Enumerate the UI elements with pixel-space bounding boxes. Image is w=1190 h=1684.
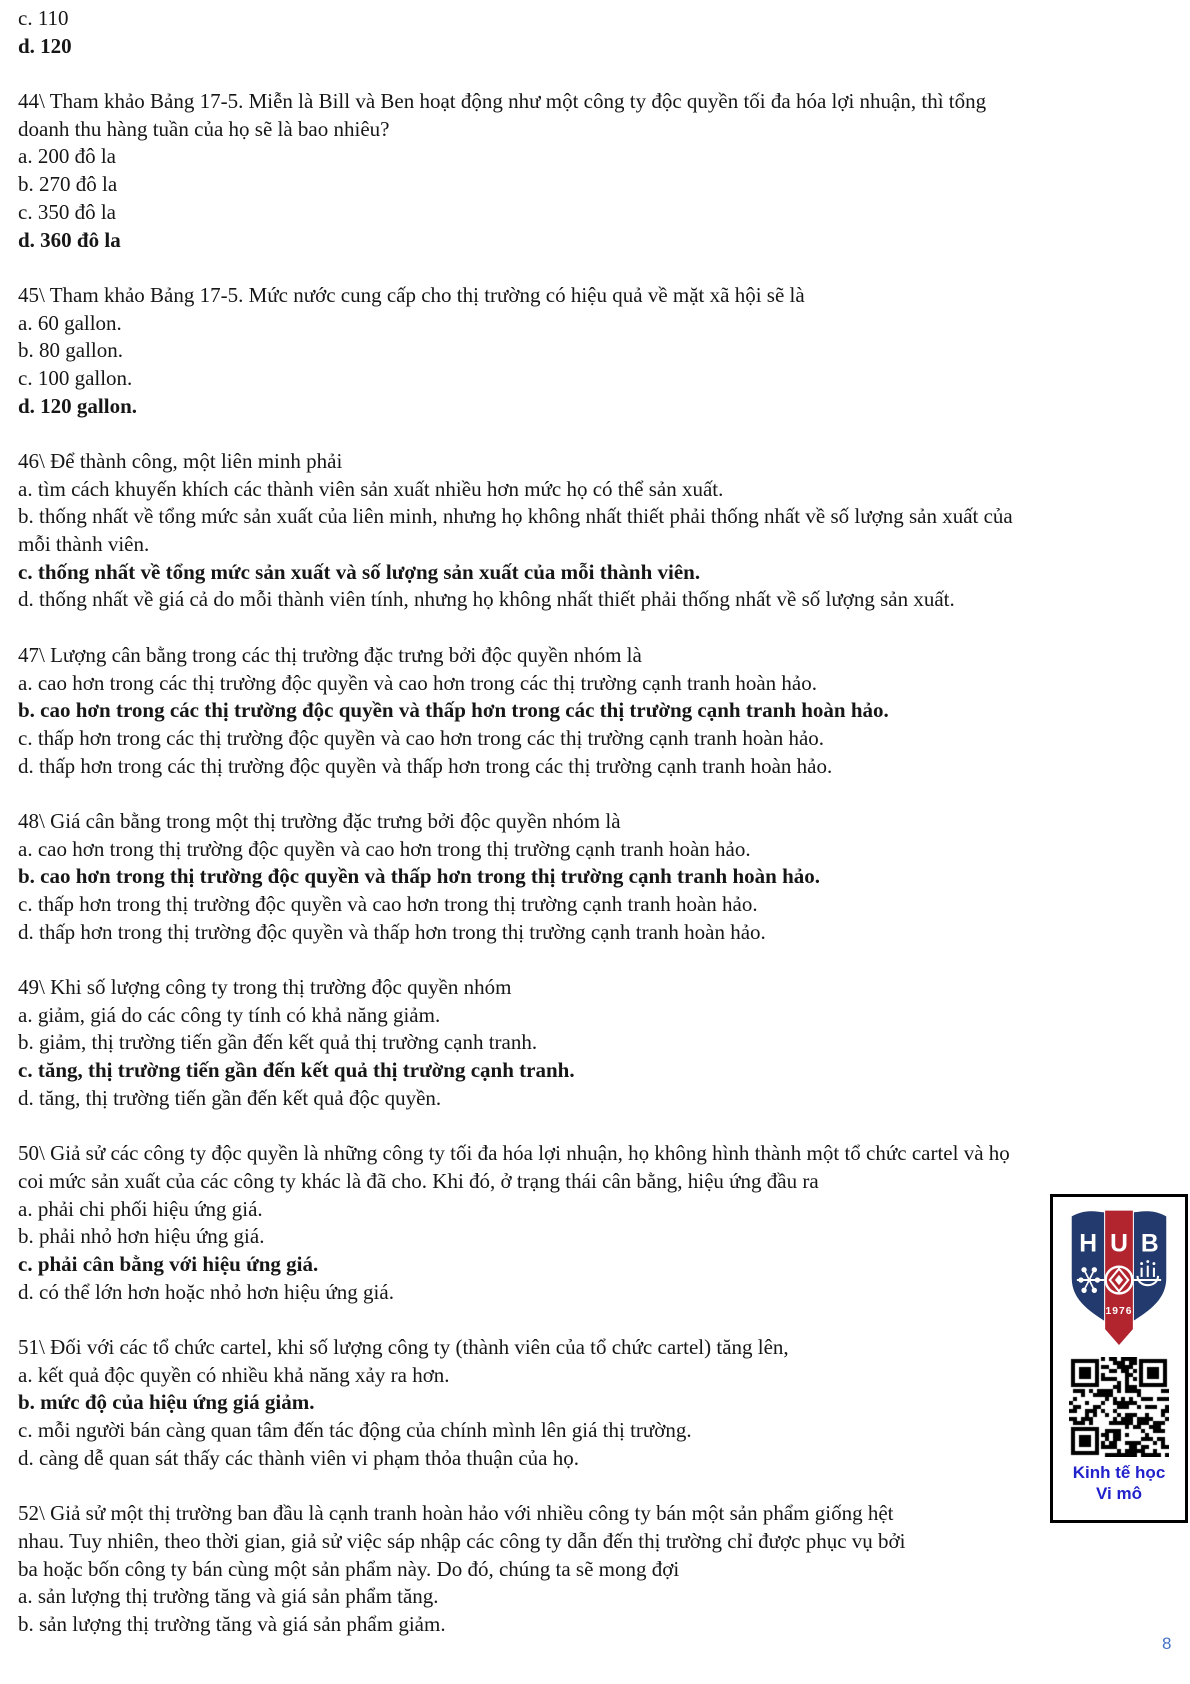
option-line-a: a. giảm, giá do các công ty tính có khả năng giảm. (18, 1002, 441, 1027)
option-line-d: d. thấp hơn trong các thị trường độc quyền và thấp hơn trong các thị trường cạnh tranh hoàn hảo. (18, 753, 833, 778)
option-line-d-answer: d. 120 gallon. (18, 393, 138, 418)
logo-year: 1976 (1105, 1305, 1133, 1317)
question-stem-line: 52\ Giả sử một thị trường ban đầu là cạnh tranh hoàn hảo với nhiều công ty bán một sản phẩm giống hệt (18, 1501, 894, 1526)
option-line-c-answer: c. tăng, thị trường tiến gần đến kết quả thị trường cạnh tranh. (18, 1058, 575, 1083)
option-line-a: a. tìm cách khuyến khích các thành viên sản xuất nhiều hơn mức họ có thể sản xuất. (18, 476, 724, 501)
option-line-a: a. cao hơn trong các thị trường độc quyền và cao hơn trong các thị trường cạnh tranh hoàn hảo. (18, 670, 818, 695)
question-stem-line: 48\ Giá cân bằng trong một thị trường đặc trưng bởi độc quyền nhóm là (18, 808, 621, 833)
question-stem-line: 50\ Giả sử các công ty độc quyền là những công ty tối đa hóa lợi nhuận, họ không hình thành một tổ chức cartel và họ (18, 1141, 1010, 1166)
question-stem-line: 51\ Đối với các tổ chức cartel, khi số lượng công ty (thành viên của tổ chức cartel) tăng lên, (18, 1335, 789, 1359)
question-block-50 (18, 1140, 1168, 1306)
option-line-a: a. kết quả độc quyền có nhiều khả năng xảy ra hơn. (18, 1362, 450, 1387)
option-line-c: c. thấp hơn trong thị trường độc quyền và cao hơn trong thị trường cạnh tranh hoàn hảo. (18, 892, 758, 916)
option-line-b: b. 80 gallon. (18, 338, 123, 363)
option-line-b-answer: b. mức độ của hiệu ứng giá giảm. (18, 1390, 315, 1415)
option-line-c: c. mỗi người bán càng quan tâm đến tác động của chính mình lên giá thị trường. (18, 1418, 692, 1443)
option-line-b-answer: b. cao hơn trong các thị trường độc quyền và thấp hơn trong các thị trường cạnh tranh hoàn hảo. (18, 698, 889, 723)
hub-logo (1067, 1204, 1171, 1354)
option-line-b: b. sản lượng thị trường tăng và giá sản phẩm giảm. (18, 1611, 446, 1636)
option-line-d: d. thống nhất về giá cả do mỗi thành viên tính, nhưng họ không nhất thiết phải thống nhất về số lượng sản xuất. (18, 587, 955, 612)
option-line-c: c. thấp hơn trong các thị trường độc quyền và cao hơn trong các thị trường cạnh tranh hoàn hảo. (18, 725, 825, 750)
badge-caption-line2: Vi mô (1096, 1484, 1142, 1503)
question-stem-line: 49\ Khi số lượng công ty trong thị trường độc quyền nhóm (18, 975, 512, 1000)
question-stem-line: 45\ Tham khảo Bảng 17-5. Mức nước cung cấp cho thị trường có hiệu quả về mặt xã hội sẽ là (18, 282, 805, 307)
question-block-49 (18, 974, 1168, 1112)
question-block-46 (18, 448, 1168, 614)
option-line-a: a. sản lượng thị trường tăng và giá sản phẩm tăng. (18, 1584, 439, 1609)
coin-diamond-icon (1106, 1267, 1133, 1294)
question-block-52 (18, 1500, 1168, 1638)
option-line-d-answer: d. 360 đô la (18, 227, 121, 252)
question-stem-line: 47\ Lượng cân bằng trong các thị trường đặc trưng bởi độc quyền nhóm là (18, 642, 642, 667)
option-line-c: c. 110 (18, 6, 69, 30)
question-stem-line: 46\ Để thành công, một liên minh phải (18, 449, 343, 473)
option-line-c: c. 100 gallon. (18, 365, 133, 390)
question-block-45 (18, 282, 1168, 420)
option-line-a: a. 60 gallon. (18, 310, 122, 335)
option-line-d: d. có thể lớn hơn hoặc nhỏ hơn hiệu ứng giá. (18, 1279, 394, 1304)
question-block-43-tail (18, 5, 1168, 60)
question-stem-line: coi mức sản xuất của các công ty khác là đã cho. Khi đó, ở trạng thái cân bằng, hiệu ứng đầu ra (18, 1168, 819, 1193)
option-line-c: c. 350 đô la (18, 199, 116, 224)
qr-code (1069, 1357, 1169, 1457)
hub-letter-b: B (1140, 1230, 1159, 1258)
option-line-b: b. thống nhất về tổng mức sản xuất của liên minh, nhưng họ không nhất thiết phải thống nhất về số lượng sản xuất của (18, 504, 1013, 529)
quiz-text-column (18, 5, 1168, 1639)
hub-university-badge (1050, 1194, 1188, 1523)
option-line-b-answer: b. cao hơn trong thị trường độc quyền và thấp hơn trong thị trường cạnh tranh hoàn hảo. (18, 864, 821, 889)
page-number: 8 (1162, 1634, 1172, 1653)
question-stem-line: 44\ Tham khảo Bảng 17-5. Miễn là Bill và Ben hoạt động như một công ty độc quyền tối đa hóa lợi nhuận, thì tổng (18, 89, 987, 114)
question-block-48 (18, 808, 1168, 946)
option-line-d-answer: d. 120 (18, 33, 72, 58)
question-stem-line: doanh thu hàng tuần của họ sẽ là bao nhiêu? (18, 116, 390, 141)
question-stem-line: ba hoặc bốn công ty bán cùng một sản phẩm này. Do đó, chúng ta sẽ mong đợi (18, 1556, 680, 1581)
option-line-a: a. phải chi phối hiệu ứng giá. (18, 1196, 263, 1221)
option-line-c-answer: c. phải cân bằng với hiệu ứng giá. (18, 1251, 319, 1276)
option-line-b-continued: mỗi thành viên. (18, 532, 150, 557)
question-block-47 (18, 642, 1168, 780)
option-line-c-answer: c. thống nhất về tổng mức sản xuất và số lượng sản xuất của mỗi thành viên. (18, 559, 701, 584)
option-line-a: a. cao hơn trong thị trường độc quyền và cao hơn trong thị trường cạnh tranh hoàn hảo. (18, 836, 751, 861)
badge-caption-line1: Kinh tế học (1072, 1463, 1166, 1482)
option-line-b: b. 270 đô la (18, 172, 118, 197)
hub-letter-u: U (1110, 1230, 1128, 1258)
option-line-d: d. càng dễ quan sát thấy các thành viên vi phạm thỏa thuận của họ. (18, 1445, 579, 1470)
option-line-b: b. giảm, thị trường tiến gần đến kết quả thị trường cạnh tranh. (18, 1030, 538, 1055)
question-stem-line: nhau. Tuy nhiên, theo thời gian, giả sử việc sáp nhập các công ty dẫn đến thị trường chỉ được phục vụ bởi (18, 1528, 906, 1553)
question-block-51 (18, 1334, 1168, 1472)
question-block-44 (18, 88, 1168, 254)
hub-letter-h: H (1079, 1230, 1098, 1258)
option-line-a: a. 200 đô la (18, 144, 116, 169)
option-line-d: d. tăng, thị trường tiến gần đến kết quả độc quyền. (18, 1085, 442, 1110)
option-line-b: b. phải nhỏ hơn hiệu ứng giá. (18, 1224, 265, 1249)
option-line-d: d. thấp hơn trong thị trường độc quyền và thấp hơn trong thị trường cạnh tranh hoàn hảo. (18, 919, 766, 944)
